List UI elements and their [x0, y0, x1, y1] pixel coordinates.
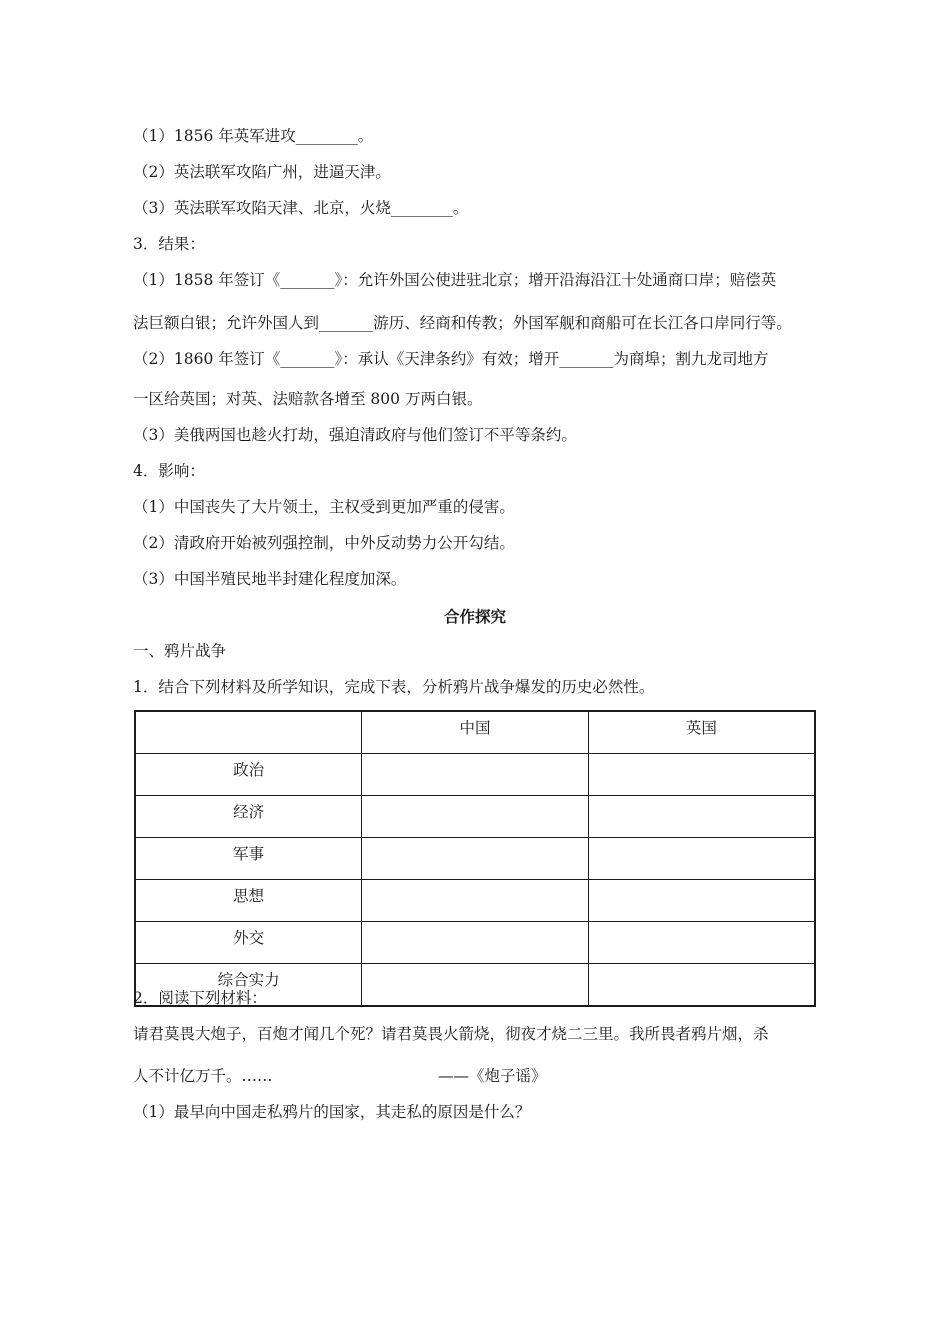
text-line: （1）1856 年英军进攻________。: [133, 127, 374, 145]
answer-cell[interactable]: [362, 838, 589, 880]
row-label: 政治: [135, 754, 362, 796]
text-line: （2）清政府开始被列强控制，中外反动势力公开勾结。: [133, 534, 515, 552]
material-text: 请君莫畏大炮子，百炮才闻几个死？请君莫畏火箭烧，彻夜才烧二三里。我所畏者鸦片烟，杀: [133, 1025, 769, 1043]
answer-cell[interactable]: [362, 964, 589, 1007]
question-text: 1．结合下列材料及所学知识，完成下表，分析鸦片战争爆发的历史必然性。: [133, 678, 655, 696]
text-line: （3）中国半殖民地半封建化程度加深。: [133, 570, 407, 588]
text-line: （3）英法联军攻陷天津、北京，火烧________。: [133, 199, 469, 217]
row-label: 综合实力: [135, 964, 362, 1007]
text-line: （1）中国丧失了大片领土，主权受到更加严重的侵害。: [133, 498, 515, 516]
question-text: （1）最早向中国走私鸦片的国家，其走私的原因是什么？: [133, 1103, 531, 1121]
text-line: （2）英法联军攻陷广州，进逼天津。: [133, 163, 391, 181]
text-line: （3）美俄两国也趁火打劫，强迫清政府与他们签订不平等条约。: [133, 426, 577, 444]
table-row: [135, 838, 815, 880]
heading-result: 3．结果：: [133, 235, 205, 253]
section-title: 合作探究: [443, 607, 506, 626]
text-line: 一区给英国；对英、法赔款各增至 800 万两白银。: [133, 390, 483, 408]
answer-cell[interactable]: [588, 796, 815, 838]
answer-cell[interactable]: [588, 880, 815, 922]
table-header-row: [135, 711, 815, 754]
answer-cell[interactable]: [588, 838, 815, 880]
answer-cell[interactable]: [588, 922, 815, 964]
answer-cell[interactable]: [362, 922, 589, 964]
text-line: 法巨额白银；允许外国人到_______游历、经商和传教；外国军舰和商船可在长江各口岸同行等。: [133, 314, 792, 332]
table-header-cell: [135, 711, 362, 754]
question-text: 2．阅读下列材料：: [133, 989, 267, 1007]
answer-cell[interactable]: [362, 796, 589, 838]
answer-cell[interactable]: [588, 964, 815, 1007]
answer-cell[interactable]: [362, 880, 589, 922]
table-header-cell: 英国: [588, 711, 815, 754]
subsection-heading: 一、鸦片战争: [133, 642, 227, 660]
row-label: 思想: [135, 880, 362, 922]
heading-impact: 4．影响：: [133, 462, 205, 480]
table-row: [135, 754, 815, 796]
table-header-cell: 中国: [362, 711, 589, 754]
answer-cell[interactable]: [362, 754, 589, 796]
table-row: [135, 880, 815, 922]
answer-cell[interactable]: [588, 754, 815, 796]
row-label: 外交: [135, 922, 362, 964]
text-line: （2）1860 年签订《_______》：承认《天津条约》有效；增开_______为商埠；割九龙司地方: [133, 350, 769, 368]
row-label: 经济: [135, 796, 362, 838]
table-row: [135, 922, 815, 964]
quote-source: ——《炮子谣》: [438, 1067, 547, 1085]
row-label: 军事: [135, 838, 362, 880]
table-row: [135, 796, 815, 838]
text-line: （1）1858 年签订《_______》：允许外国公使进驻北京；增开沿海沿江十处通商口岸；赔偿英: [133, 271, 777, 289]
material-text: 人不计亿万千。……: [133, 1067, 273, 1085]
comparison-table: [134, 710, 816, 1007]
